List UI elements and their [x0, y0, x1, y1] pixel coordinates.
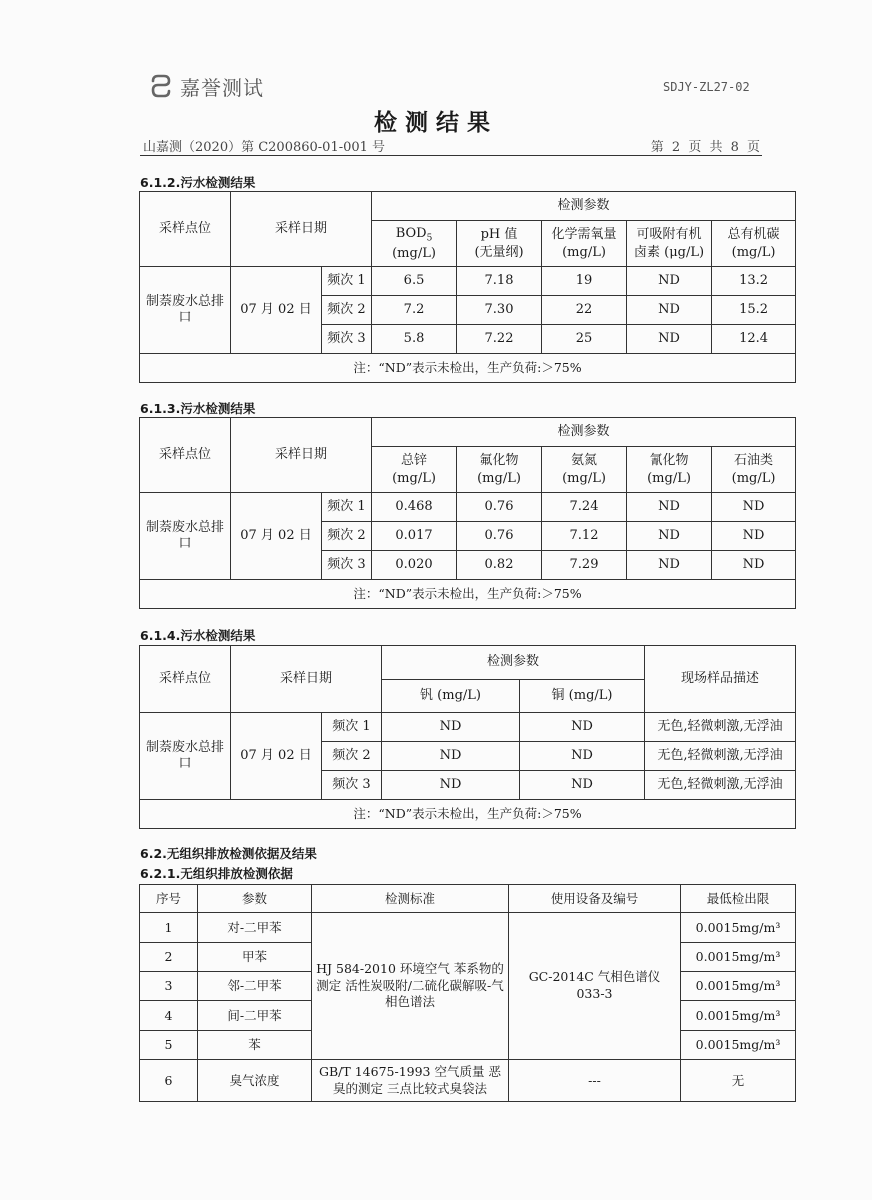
freq-cell: 频次 2	[322, 742, 382, 771]
limit-cell: 0.0015mg/m³	[681, 1001, 796, 1031]
freq-cell: 频次 3	[322, 551, 372, 580]
logo-mark-icon	[148, 73, 174, 99]
wastewater-results-table-1	[139, 191, 796, 383]
col-header: 检测标准	[312, 885, 509, 913]
param-cell: 臭气浓度	[198, 1060, 312, 1102]
date-header: 采样日期	[231, 192, 372, 267]
wastewater-results-table-2	[139, 417, 796, 609]
freq-cell: 频次 1	[322, 713, 382, 742]
col-header: 最低检出限	[681, 885, 796, 913]
table-note: 注：“ND”表示未检出，生产负荷:＞75%	[140, 354, 796, 383]
param-header: $BOD_5$ (mg/L)	[372, 221, 457, 267]
site-cell: 制萘废水总排口	[140, 267, 231, 354]
value-cell: ND	[520, 713, 645, 742]
col-header: 使用设备及编号	[509, 885, 681, 913]
value-cell: 15.2	[712, 296, 796, 325]
site-cell: 制萘废水总排口	[140, 493, 231, 580]
param-header: 化学需氧量 (mg/L)	[542, 221, 627, 267]
value-cell: ND	[382, 771, 520, 800]
param-header: 铜 (mg/L)	[520, 680, 645, 713]
company-logo	[148, 72, 264, 100]
param-header: 钒 (mg/L)	[382, 680, 520, 713]
date-header: 采样日期	[231, 418, 372, 493]
param-header: 可吸附有机 卤素 (μg/L)	[627, 221, 712, 267]
section-title-6-1-2: 6.1.2.污水检测结果	[140, 175, 256, 190]
date-cell: 07 月 02 日	[231, 493, 322, 580]
param-cell: 间-二甲苯	[198, 1001, 312, 1031]
value-cell: ND	[520, 742, 645, 771]
report-number-line	[140, 136, 762, 156]
col-header: 序号	[140, 885, 198, 913]
limit-cell: 0.0015mg/m³	[681, 943, 796, 972]
description-cell: 无色,轻微刺激,无浮油	[645, 771, 796, 800]
value-cell: 0.468	[372, 493, 457, 522]
sample-description-header: 现场样品描述	[645, 646, 796, 713]
description-cell: 无色,轻微刺激,无浮油	[645, 713, 796, 742]
report-number: 山嘉测（2020）第 C200860-01-001 号	[143, 140, 386, 155]
value-cell: ND	[712, 522, 796, 551]
freq-cell: 频次 1	[322, 493, 372, 522]
value-cell: 7.12	[542, 522, 627, 551]
date-cell: 07 月 02 日	[231, 713, 322, 800]
table-row	[140, 713, 796, 742]
site-cell: 制萘废水总排口	[140, 713, 231, 800]
section-title-6-2: 6.2.无组织排放检测依据及结果	[140, 846, 317, 861]
value-cell: ND	[520, 771, 645, 800]
table-note: 注：“ND”表示未检出，生产负荷:＞75%	[140, 800, 796, 829]
freq-cell: 频次 3	[322, 771, 382, 800]
value-cell: 12.4	[712, 325, 796, 354]
param-cell: 邻-二甲苯	[198, 972, 312, 1001]
limit-cell: 0.0015mg/m³	[681, 972, 796, 1001]
value-cell: ND	[382, 742, 520, 771]
value-cell: 7.29	[542, 551, 627, 580]
limit-cell: 无	[681, 1060, 796, 1102]
row-number: 5	[140, 1031, 198, 1060]
col-header: 参数	[198, 885, 312, 913]
document-code: SDJY-ZL27-02	[663, 80, 750, 94]
value-cell: 7.30	[457, 296, 542, 325]
limit-cell: 0.0015mg/m³	[681, 913, 796, 943]
value-cell: ND	[627, 267, 712, 296]
value-cell: 0.76	[457, 493, 542, 522]
table-row	[140, 913, 796, 943]
value-cell: ND	[627, 325, 712, 354]
value-cell: ND	[627, 522, 712, 551]
page-number: 第 2 页 共 8 页	[650, 140, 760, 155]
site-header: 采样点位	[140, 646, 231, 713]
value-cell: 0.76	[457, 522, 542, 551]
value-cell: 0.017	[372, 522, 457, 551]
value-cell: 7.24	[542, 493, 627, 522]
param-header: 石油类 (mg/L)	[712, 447, 796, 493]
site-header: 采样点位	[140, 418, 231, 493]
table-row	[140, 493, 796, 522]
value-cell: ND	[382, 713, 520, 742]
table-note: 注：“ND”表示未检出，生产负荷:＞75%	[140, 580, 796, 609]
param-header: pH 值 (无量纲)	[457, 221, 542, 267]
params-header: 检测参数	[382, 646, 645, 680]
section-title-6-1-3: 6.1.3.污水检测结果	[140, 401, 256, 416]
param-header: 总有机碳 (mg/L)	[712, 221, 796, 267]
table-row	[140, 267, 796, 296]
limit-cell: 0.0015mg/m³	[681, 1031, 796, 1060]
description-cell: 无色,轻微刺激,无浮油	[645, 742, 796, 771]
value-cell: 6.5	[372, 267, 457, 296]
value-cell: ND	[627, 493, 712, 522]
value-cell: 7.22	[457, 325, 542, 354]
value-cell: ND	[627, 296, 712, 325]
section-title-6-1-4: 6.1.4.污水检测结果	[140, 628, 256, 643]
standard-cell: HJ 584-2010 环境空气 苯系物的测定 活性炭吸附/二硫化碳解吸-气相色谱法	[312, 913, 509, 1060]
equipment-cell: ---	[509, 1060, 681, 1102]
freq-cell: 频次 2	[322, 296, 372, 325]
param-cell: 对-二甲苯	[198, 913, 312, 943]
freq-cell: 频次 2	[322, 522, 372, 551]
freq-cell: 频次 1	[322, 267, 372, 296]
row-number: 1	[140, 913, 198, 943]
section-title-6-2-1: 6.2.1.无组织排放检测依据	[140, 866, 293, 881]
value-cell: 13.2	[712, 267, 796, 296]
param-header: 氨氮 (mg/L)	[542, 447, 627, 493]
unorganized-emission-basis-table	[139, 884, 796, 1102]
row-number: 6	[140, 1060, 198, 1102]
value-cell: 25	[542, 325, 627, 354]
value-cell: 7.2	[372, 296, 457, 325]
value-cell: ND	[712, 493, 796, 522]
equipment-cell: GC-2014C 气相色谱仪 033-3	[509, 913, 681, 1060]
date-cell: 07 月 02 日	[231, 267, 322, 354]
row-number: 2	[140, 943, 198, 972]
param-header: 氰化物 (mg/L)	[627, 447, 712, 493]
value-cell: ND	[627, 551, 712, 580]
row-number: 3	[140, 972, 198, 1001]
date-header: 采样日期	[231, 646, 382, 713]
table-row	[140, 1060, 796, 1102]
site-header: 采样点位	[140, 192, 231, 267]
freq-cell: 频次 3	[322, 325, 372, 354]
param-cell: 苯	[198, 1031, 312, 1060]
param-header: 氟化物 (mg/L)	[457, 447, 542, 493]
row-number: 4	[140, 1001, 198, 1031]
page-title: 检测结果	[374, 110, 498, 136]
value-cell: 0.020	[372, 551, 457, 580]
value-cell: 19	[542, 267, 627, 296]
value-cell: 22	[542, 296, 627, 325]
params-header: 检测参数	[372, 418, 796, 447]
param-header: 总锌 (mg/L)	[372, 447, 457, 493]
value-cell: 5.8	[372, 325, 457, 354]
standard-cell: GB/T 14675-1993 空气质量 恶臭的测定 三点比较式臭袋法	[312, 1060, 509, 1102]
logo-text: 嘉誉测试	[180, 75, 264, 100]
params-header: 检测参数	[372, 192, 796, 221]
value-cell: ND	[712, 551, 796, 580]
wastewater-results-table-3	[139, 645, 796, 829]
param-cell: 甲苯	[198, 943, 312, 972]
value-cell: 0.82	[457, 551, 542, 580]
value-cell: 7.18	[457, 267, 542, 296]
